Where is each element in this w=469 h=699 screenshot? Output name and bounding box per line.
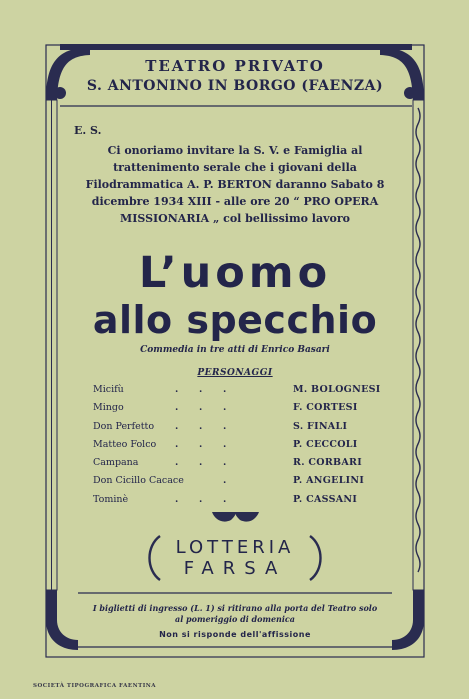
top-band [60, 44, 412, 50]
right-wave-ribbon [416, 108, 420, 572]
invitation-text: Ci onoriamo invitare la S. V. e Famiglia al trattenimento serale che i giovani della Filodrammatica A. P. BERTON daranno Sabato 8 dicembre 1934 XIII - alle ore 20 “ PRO OPERA MISSIONARIA „ col bellissimo lavoro [85, 144, 385, 225]
cast-role: Mingo [93, 402, 124, 414]
cast-row [93, 381, 383, 399]
salutation: E. S. [74, 124, 102, 137]
cast-role: Don Cicillo Cacace [93, 475, 184, 487]
cast-actor: M. BOLOGNESI [293, 384, 381, 395]
leader-dots: . . . [175, 493, 227, 505]
bottom-left-scroll [46, 590, 78, 650]
cast-actor: P. CECCOLI [293, 438, 358, 450]
cast-actor: P. CASSANI [293, 493, 358, 505]
cast-row [93, 399, 383, 417]
cast-list [93, 381, 383, 509]
cast-row [93, 454, 383, 472]
leader-dots: . . . [175, 420, 227, 432]
cast-role: Tominè [93, 493, 129, 505]
cast-row [93, 436, 383, 454]
leader-dots: . . . [175, 384, 227, 395]
cast-role: Matteo Folco [93, 438, 157, 450]
lottery-box [150, 535, 320, 579]
cast-role: Campana [93, 457, 139, 469]
theatre-location: S. ANTONINO IN BORGO (FAENZA) [86, 78, 384, 94]
play-title-line-1: L’uomo [138, 248, 332, 298]
mustache-ornament [212, 512, 259, 522]
cast-actor: P. ANGELINI [293, 475, 365, 487]
printer-credit: SOCIETÀ TIPOGRAFICA FAENTINA [33, 683, 157, 689]
posting-disclaimer: Non si risponde dell'affissione [159, 630, 311, 639]
cast-row [93, 418, 383, 436]
cast-row [93, 472, 383, 490]
cast-actor: S. FINALI [293, 420, 348, 432]
leader-dots: . [223, 475, 227, 487]
bottom-right-scroll [392, 590, 424, 650]
leader-dots: . . . [175, 457, 227, 469]
ticket-notice: I biglietti di ingresso (L. 1) si ritirano alla porta del Teatro solo al pomeriggio di domenica [92, 603, 378, 624]
cast-heading: PERSONAGGI [197, 368, 273, 378]
lottery-line-1: LOTTERIA [175, 537, 295, 558]
leader-dots: . . . [175, 438, 227, 450]
cast-role: Don Perfetto [93, 420, 155, 432]
lottery-line-2: FARSA [183, 558, 287, 579]
cast-role: Micifù [93, 384, 124, 395]
leader-dots: . . . [175, 402, 227, 414]
theatre-name: TEATRO PRIVATO [145, 57, 325, 75]
cast-actor: R. CORBARI [293, 457, 362, 469]
play-title-line-2: allo specchio [92, 298, 378, 342]
cast-actor: F. CORTESI [293, 402, 358, 414]
play-subtitle: Commedia in tre atti di Enrico Basari [140, 345, 330, 355]
cast-row [93, 491, 383, 509]
